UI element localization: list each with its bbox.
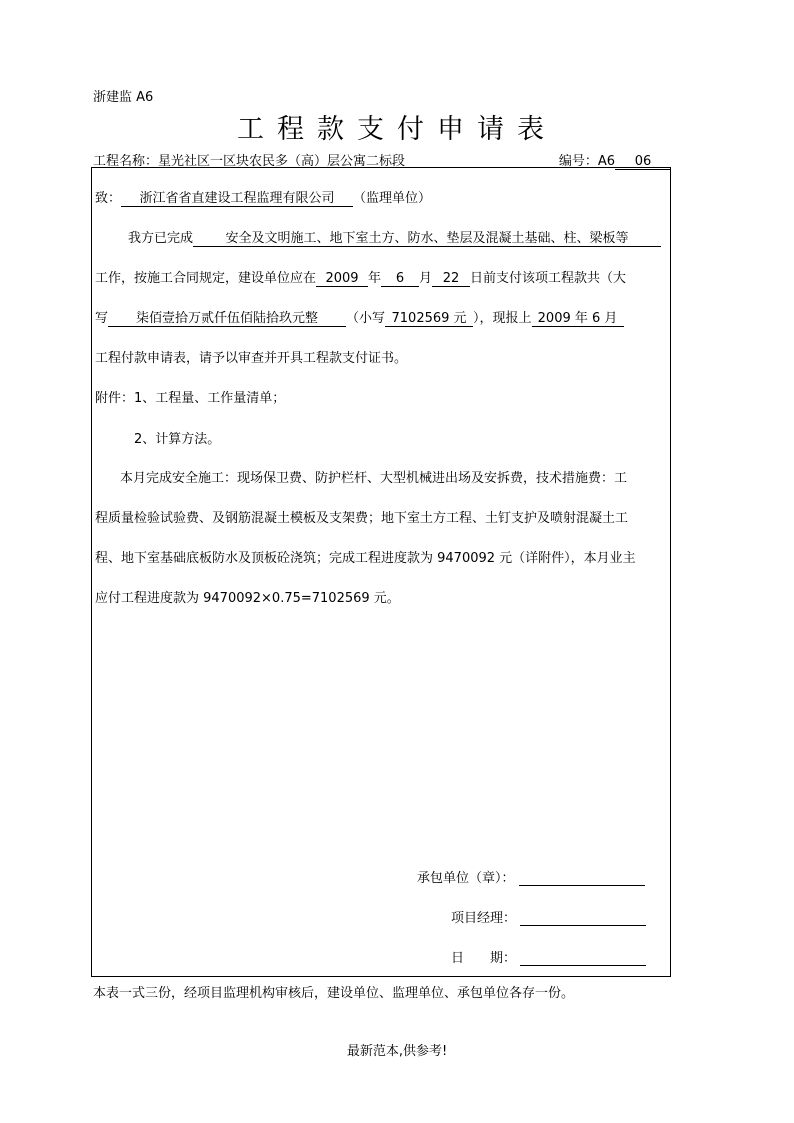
manager-signature	[451, 907, 646, 926]
manager-label: 项目经理：	[451, 911, 517, 926]
addressee-line	[95, 187, 431, 207]
para-line-4: 工程付款申请表，请予以审查并开具工程款支付证书。	[95, 351, 408, 366]
to-label: 致：	[95, 191, 122, 206]
completed-work: 安全及文明施工、地下室土方、防水、垫层及混凝土基础、柱、梁板等	[193, 231, 661, 247]
supervisor-suffix: （监理单位）	[353, 191, 432, 206]
contractor-signature-line[interactable]	[519, 871, 645, 886]
small-label: （小写	[346, 311, 386, 326]
pay-day: 22	[432, 271, 470, 287]
pay-year: 2009	[316, 271, 368, 287]
description-line-2: 程质量检验试验费、及钢筋混凝土模板及支架费；地下室土方工程、土钉支护及喷射混凝土工	[95, 511, 629, 526]
para3-mid: ），现报上	[473, 311, 532, 326]
attachment-2: 2、计算方法。	[134, 432, 221, 447]
date-label: 日 期：	[451, 951, 517, 966]
para2-prefix: 工作，按施工合同规定，建设单位应在	[95, 271, 317, 286]
para2-suffix: 日前支付该项工程款共（大	[470, 271, 627, 286]
para3-prefix: 写	[95, 311, 109, 326]
para-line-3	[95, 307, 624, 327]
form-code: 浙建监 A6	[93, 90, 154, 105]
report-period: 2009 年 6 月	[532, 311, 624, 327]
page-title: 工程款支付申请表	[237, 114, 557, 145]
description-line-1: 本月完成安全施工：现场保卫费、防护栏杆、大型机械进出场及安拆费，技术措施费：工	[120, 471, 628, 486]
para-line-1	[128, 227, 661, 247]
para-line-2	[95, 267, 626, 287]
year-char: 年	[368, 271, 382, 286]
form-box	[91, 167, 671, 977]
description-line-3: 程、地下室基础底板防水及顶板砼浇筑；完成工程进度款为 9470092 元（详附件），本月业主	[95, 551, 636, 566]
date-signature	[451, 947, 646, 966]
month-char: 月	[419, 271, 433, 286]
manager-signature-line[interactable]	[520, 911, 646, 926]
project-name: 星光社区一区块农民多（高）层公寓二标段	[158, 154, 406, 169]
date-signature-line[interactable]	[520, 951, 646, 966]
reference-note: 最新范本,供参考!	[346, 1044, 448, 1059]
amount-number: 7102569 元	[385, 311, 473, 327]
attachment-1: 附件：1、工程量、工作量清单；	[95, 391, 286, 406]
copies-note: 本表一式三份，经项目监理机构审核后，建设单位、监理单位、承包单位各存一份。	[93, 986, 575, 1001]
contractor-label: 承包单位（章）：	[417, 871, 515, 886]
number-value: 06	[615, 154, 671, 170]
para1-prefix: 我方已完成	[128, 231, 194, 246]
description-line-4: 应付工程进度款为 9470092×0.75=7102569 元。	[95, 591, 400, 606]
supervisor-unit: 浙江省省直建设工程监理有限公司	[121, 191, 353, 207]
project-label: 工程名称：	[93, 154, 159, 169]
number-label: 编号：A6	[558, 154, 615, 169]
contractor-signature	[417, 867, 645, 886]
amount-chinese: 柒佰壹拾万贰仟伍佰陆拾玖元整	[108, 311, 346, 327]
pay-month: 6	[381, 271, 419, 287]
